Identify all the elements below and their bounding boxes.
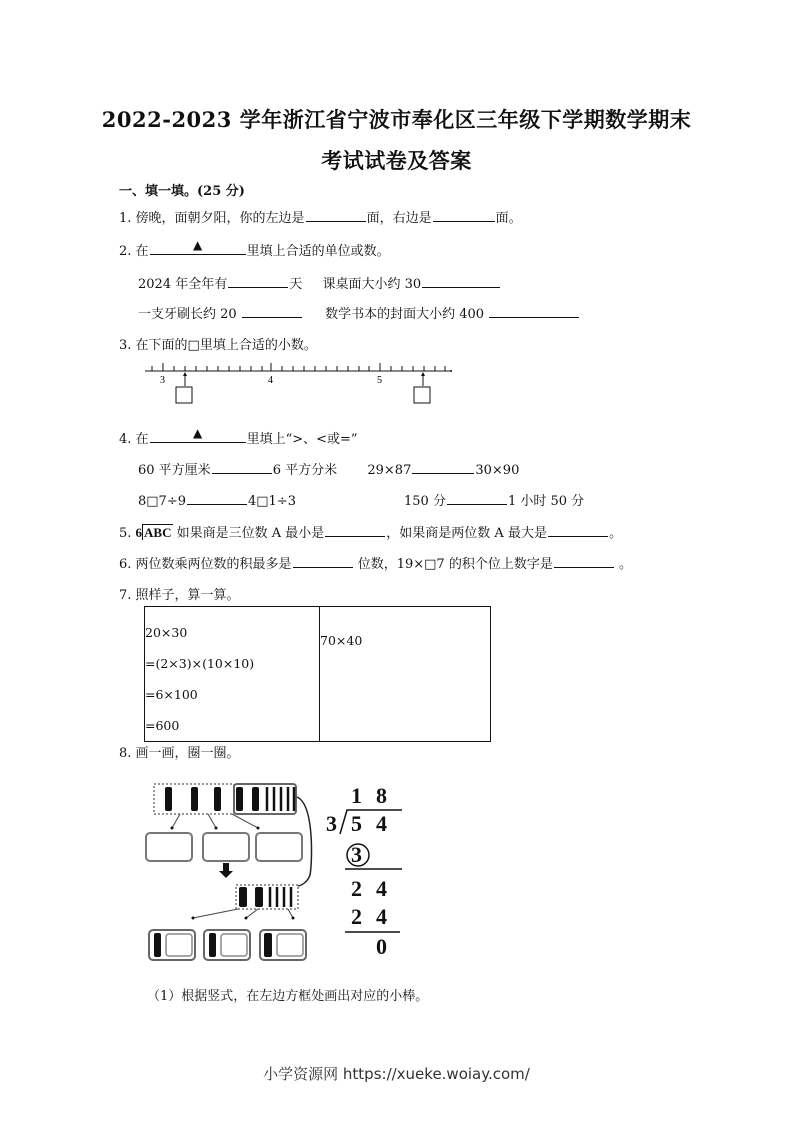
q2-item-4-blank[interactable] <box>489 303 579 318</box>
q2-row-1 <box>138 273 501 292</box>
q6-blank-2[interactable] <box>554 553 614 568</box>
q5-blank-1[interactable] <box>325 522 385 537</box>
remainder: 0 <box>376 934 387 959</box>
arrow-up-icon <box>183 372 187 376</box>
question-6 <box>119 553 632 572</box>
q4-item-2-blank[interactable] <box>412 459 474 474</box>
q5-blank-2[interactable] <box>548 522 608 537</box>
footer-watermark: 小学资源网 https://xueke.woiay.com/ <box>263 1065 530 1083</box>
q4-item-2-left: 29×87 <box>367 463 412 478</box>
q4-post: 里填上“>、<或=” <box>246 432 358 447</box>
quotient-digit: 8 <box>376 783 387 808</box>
question-5 <box>119 522 622 541</box>
q3-text: 在下面的□里填上合适的小数。 <box>135 338 317 353</box>
q5-divisor: 6 <box>135 525 143 540</box>
q5-text-a: 如果商是三位数 A 最小是 <box>176 526 325 541</box>
q4-item-2-right: 30×90 <box>475 463 520 478</box>
q4-item-3-right: 4□1÷3 <box>248 494 296 509</box>
dividend-digit: 5 <box>351 811 362 836</box>
q2-item-4-text: 数学书本的封面大小约 400 <box>325 307 485 322</box>
q5-dividend: ABC <box>144 525 172 540</box>
example-cell <box>145 607 320 742</box>
nl-label-5: 5 <box>377 375 382 386</box>
question-1 <box>119 207 522 226</box>
q1-blank-left[interactable] <box>306 207 366 222</box>
quotient-digit: 1 <box>351 783 362 808</box>
question-7 <box>119 584 240 603</box>
step-digit: 4 <box>376 876 387 901</box>
divisor: 3 <box>326 811 337 836</box>
doc-title-line2: 考试试卷及答案 <box>321 148 472 173</box>
answer-box-right[interactable] <box>414 387 430 403</box>
number-line <box>140 358 460 408</box>
task-expression: 70×40 <box>320 633 363 648</box>
q5-text-b: ，如果商是两位数 A 最大是 <box>386 526 547 541</box>
empty-box-1[interactable] <box>146 833 192 861</box>
q4-item-4-right: 1 小时 50 分 <box>507 494 585 509</box>
q8-text: 画一画，圈一圈。 <box>135 746 240 761</box>
q1-text-b: 面，右边是 <box>366 211 432 226</box>
dividend-digit: 4 <box>376 811 387 836</box>
q4-item-1-right: 6 平方分米 <box>272 463 338 478</box>
example-line: 20×30 <box>145 625 188 640</box>
q2-number: 2. <box>119 244 132 259</box>
q4-row-2b <box>404 490 584 509</box>
q8-subquestion-1: （1）根据竖式，在左边方框处画出对应的小棒。 <box>147 989 429 1004</box>
q2-item-3-blank[interactable] <box>242 303 302 318</box>
q6-text-b: 位数，19×□7 的积个位上数字是 <box>357 557 553 572</box>
step-digit: 2 <box>351 876 362 901</box>
sticks-diagram <box>140 775 320 970</box>
q8-number: 8. <box>119 746 132 761</box>
question-3 <box>119 334 317 353</box>
q5-text-c: 。 <box>608 526 622 541</box>
q4-item-1-left: 60 平方厘米 <box>138 463 211 478</box>
empty-box-2[interactable] <box>203 833 249 861</box>
section-heading: 一、填一填。(25 分) <box>119 184 245 199</box>
question-2 <box>119 240 390 259</box>
q6-text-c: 。 <box>618 557 632 572</box>
q4-item-1-blank[interactable] <box>212 459 272 474</box>
q4-item-3-left: 8□7÷9 <box>138 494 186 509</box>
q6-number: 6. <box>119 557 132 572</box>
task-cell[interactable] <box>320 607 491 742</box>
q1-text-a: 傍晚，面朝夕阳，你的左边是 <box>135 211 305 226</box>
arrow-down-icon <box>219 863 233 878</box>
q7-text: 照样子，算一算。 <box>135 588 240 603</box>
step-digit: 4 <box>376 904 387 929</box>
q4-row-2 <box>138 490 296 509</box>
q2-pre: 在 <box>135 244 149 259</box>
q4-item-4-blank[interactable] <box>447 490 507 505</box>
q1-number: 1. <box>119 211 132 226</box>
q2-item-1-blank[interactable] <box>228 273 288 288</box>
q2-marker-blank <box>150 240 246 255</box>
question-4 <box>119 428 358 447</box>
long-division <box>320 778 420 968</box>
q4-pre: 在 <box>135 432 149 447</box>
q2-item-2-blank[interactable] <box>422 273 500 288</box>
nl-label-4: 4 <box>268 375 273 386</box>
q3-number: 3. <box>119 338 132 353</box>
nl-label-3: 3 <box>160 375 165 386</box>
doc-title-line1: 2022-2023 学年浙江省宁波市奉化区三年级下学期数学期末 <box>101 107 692 132</box>
example-line: =6×100 <box>145 687 198 702</box>
example-line: =(2×3)×(10×10) <box>145 656 255 671</box>
q2-item-2-text: 课桌面大小约 30 <box>322 277 422 292</box>
bundle-box-1 <box>149 930 195 960</box>
q2-item-1-unit: 天 <box>289 277 303 292</box>
q4-number: 4. <box>119 432 132 447</box>
step-digit: 2 <box>351 904 362 929</box>
bundle-box-3 <box>260 930 306 960</box>
triangle-icon: ▲ <box>192 238 203 252</box>
bundle-box-2 <box>204 930 250 960</box>
example-line: =600 <box>145 718 180 733</box>
q4-item-3-blank[interactable] <box>187 490 247 505</box>
q1-text-c: 面。 <box>495 211 522 226</box>
question-8 <box>119 742 240 761</box>
q7-number: 7. <box>119 588 132 603</box>
q2-item-3-text: 一支牙刷长约 20 <box>138 307 237 322</box>
q5-number: 5. <box>119 526 132 541</box>
triangle-icon: ▲ <box>192 426 203 440</box>
example-table <box>144 606 491 742</box>
q1-blank-right[interactable] <box>433 207 495 222</box>
q2-row-2 <box>138 303 580 322</box>
answer-box-left[interactable] <box>176 387 192 403</box>
q2-item-1-text: 2024 年全年有 <box>138 277 228 292</box>
q4-marker-blank <box>150 428 246 443</box>
empty-box-3[interactable] <box>256 833 302 861</box>
q4-item-4-left: 150 分 <box>404 494 446 509</box>
q4-row-1 <box>138 459 519 478</box>
q6-text-a: 两位数乘两位数的积最多是 <box>135 557 292 572</box>
q2-post: 里填上合适的单位或数。 <box>246 244 390 259</box>
arrow-up-icon <box>421 372 425 376</box>
long-division-expression <box>136 525 173 541</box>
q6-blank-1[interactable] <box>293 553 353 568</box>
step-digit-circled: 3 <box>351 842 362 867</box>
